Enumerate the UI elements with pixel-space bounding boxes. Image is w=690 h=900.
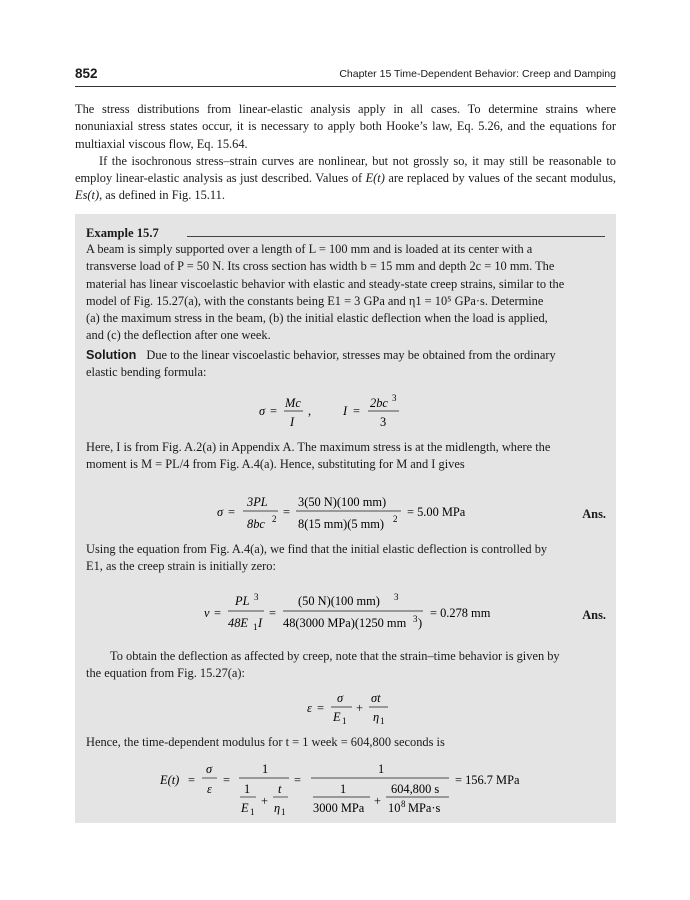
svg-text:+: + (374, 794, 381, 808)
example-box (75, 214, 616, 823)
svg-text:PL: PL (235, 594, 250, 608)
equation-time-modulus (75, 759, 616, 823)
svg-text:v: v (204, 606, 210, 620)
svg-text:1: 1 (380, 716, 385, 726)
intro-paragraph-1: The stress distributions from linear-elastic analysis apply in all cases. To determine strains where nonuniaxial stress states occur, it is necessary to apply both Hooke’s law, Eq. 5.26, and the equations for multiaxial viscous flow, Eq. 15.64. (75, 102, 616, 151)
example-rule (187, 236, 605, 237)
svg-text:=: = (223, 773, 230, 787)
equation-strain-time (75, 688, 616, 732)
svg-text:= 156.7 MPa: = 156.7 MPa (455, 773, 520, 787)
svg-text:= 0.278 mm: = 0.278 mm (430, 606, 491, 620)
paragraph-deflection: Using the equation from Fig. A.4(a), we find that the initial elastic deflection is controlled by E1, as the creep strain is initially zero: (86, 542, 548, 574)
svg-text:8(15 mm)(5 mm): 8(15 mm)(5 mm) (298, 517, 385, 531)
svg-text:I: I (258, 616, 263, 630)
svg-text:=: = (188, 773, 195, 787)
svg-text:I: I (343, 404, 348, 418)
svg-text:η: η (373, 710, 380, 724)
svg-text:3PL: 3PL (247, 495, 268, 509)
svg-text:=: = (317, 701, 324, 715)
svg-text:10: 10 (388, 801, 401, 815)
svg-text:3(50 N)(100 mm): 3(50 N)(100 mm) (298, 495, 387, 509)
answer-label-2: Ans. (582, 608, 606, 622)
svg-text:E(t): E(t) (160, 773, 180, 787)
svg-text:σ: σ (337, 691, 344, 705)
svg-text:= 5.00 MPa: = 5.00 MPa (407, 505, 466, 519)
solution-label: Solution (86, 348, 137, 362)
svg-text:I: I (290, 415, 295, 429)
running-title: Chapter 15 Time-Dependent Behavior: Creep and Damping (339, 68, 616, 80)
svg-text:ε: ε (207, 782, 212, 796)
svg-text:3000 MPa: 3000 MPa (313, 801, 365, 815)
example-title: Example 15.7 (86, 226, 159, 240)
svg-text:=: = (294, 773, 301, 787)
svg-text:σ: σ (259, 404, 266, 418)
svg-text:48E: 48E (228, 616, 248, 630)
svg-text:=: = (353, 404, 360, 418)
svg-text:η: η (274, 801, 281, 815)
svg-text:=: = (269, 606, 276, 620)
svg-text:3: 3 (254, 592, 259, 602)
equation-bending-stress (75, 390, 616, 438)
svg-text:1: 1 (340, 782, 347, 796)
svg-text:=: = (283, 505, 290, 519)
svg-text:Mc: Mc (285, 396, 301, 410)
intro-paragraph-2: If the isochronous stress–strain curves are nonlinear, but not grossly so, it may still be reasonable to employ linear-elastic analysis as just described. Values of E(t) are replaced by values of the secant modulus, Es(t), as defined in Fig. 15.11. (75, 153, 616, 203)
svg-text:1: 1 (281, 807, 286, 817)
svg-text:2bc: 2bc (370, 396, 388, 410)
svg-text:σt: σt (371, 691, 381, 705)
svg-text:8: 8 (401, 799, 406, 809)
svg-text:3: 3 (380, 415, 387, 429)
svg-text:=: = (228, 505, 235, 519)
svg-text:=: = (270, 404, 277, 418)
svg-text:): ) (418, 616, 423, 630)
equation-max-stress (75, 491, 616, 541)
svg-text:E: E (333, 710, 341, 724)
solution-intro: Solution Due to the linear viscoelastic behavior, stresses may be obtained from the ordinary elastic bending formula: (86, 348, 556, 380)
svg-text:8bc: 8bc (247, 517, 265, 531)
svg-text:1: 1 (253, 622, 258, 632)
header-rule (75, 86, 616, 87)
paragraph-creep: To obtain the deflection as affected by creep, note that the strain–time behavior is given by the equation from Fig. 15.27(a): (86, 649, 560, 681)
svg-text:=: = (214, 606, 221, 620)
svg-text:MPa·s: MPa·s (408, 801, 441, 815)
svg-text:σ: σ (217, 505, 224, 519)
svg-text:604,800 s: 604,800 s (391, 782, 440, 796)
svg-text:σ: σ (206, 762, 213, 776)
intro-text (75, 101, 616, 205)
svg-text:1: 1 (378, 762, 385, 776)
svg-text:2: 2 (393, 514, 398, 524)
example-problem: A beam is simply supported over a length of L = 100 mm and is loaded at its center with a transverse load of P = 50 N. Its cross section has width b = 15 mm and depth 2c = 10 mm. The material has linear viscoelastic behavior with elastic and steady-state creep strains, similar to the model of Fig. 15.27(a), with the constants being E1 = 3 GPa and η1 = 10⁵ GPa·s. Determine (a) the maximum stress in the beam, (b) the initial elastic deflection when the load is applied, and (c) the deflection after one week. (86, 242, 565, 343)
answer-label-1: Ans. (582, 507, 606, 521)
svg-text:3: 3 (394, 592, 399, 602)
paragraph-modulus: Hence, the time-dependent modulus for t = 1 week = 604,800 seconds is (86, 735, 445, 749)
svg-text:1: 1 (342, 716, 347, 726)
svg-text:+: + (356, 701, 363, 715)
svg-text:t: t (278, 782, 282, 796)
svg-text:ε: ε (307, 701, 312, 715)
svg-text:1: 1 (250, 807, 255, 817)
svg-text:3: 3 (392, 393, 397, 403)
paragraph-stress: Here, I is from Fig. A.2(a) in Appendix A. The maximum stress is at the midlength, where the moment is M = PL/4 from Fig. A.4(a). Hence, substituting for M and I gives (86, 440, 551, 472)
svg-text:1: 1 (262, 762, 269, 776)
svg-text:1: 1 (244, 782, 251, 796)
svg-text:(50 N)(100 mm): (50 N)(100 mm) (298, 594, 380, 608)
svg-text:,: , (308, 404, 312, 418)
svg-text:+: + (261, 794, 268, 808)
page-number: 852 (75, 66, 98, 81)
equation-deflection (75, 592, 616, 640)
svg-text:3: 3 (413, 614, 418, 624)
page-header (75, 66, 616, 86)
svg-text:2: 2 (272, 514, 277, 524)
svg-text:48(3000 MPa)(1250 mm: 48(3000 MPa)(1250 mm (283, 616, 407, 630)
svg-text:E: E (241, 801, 249, 815)
